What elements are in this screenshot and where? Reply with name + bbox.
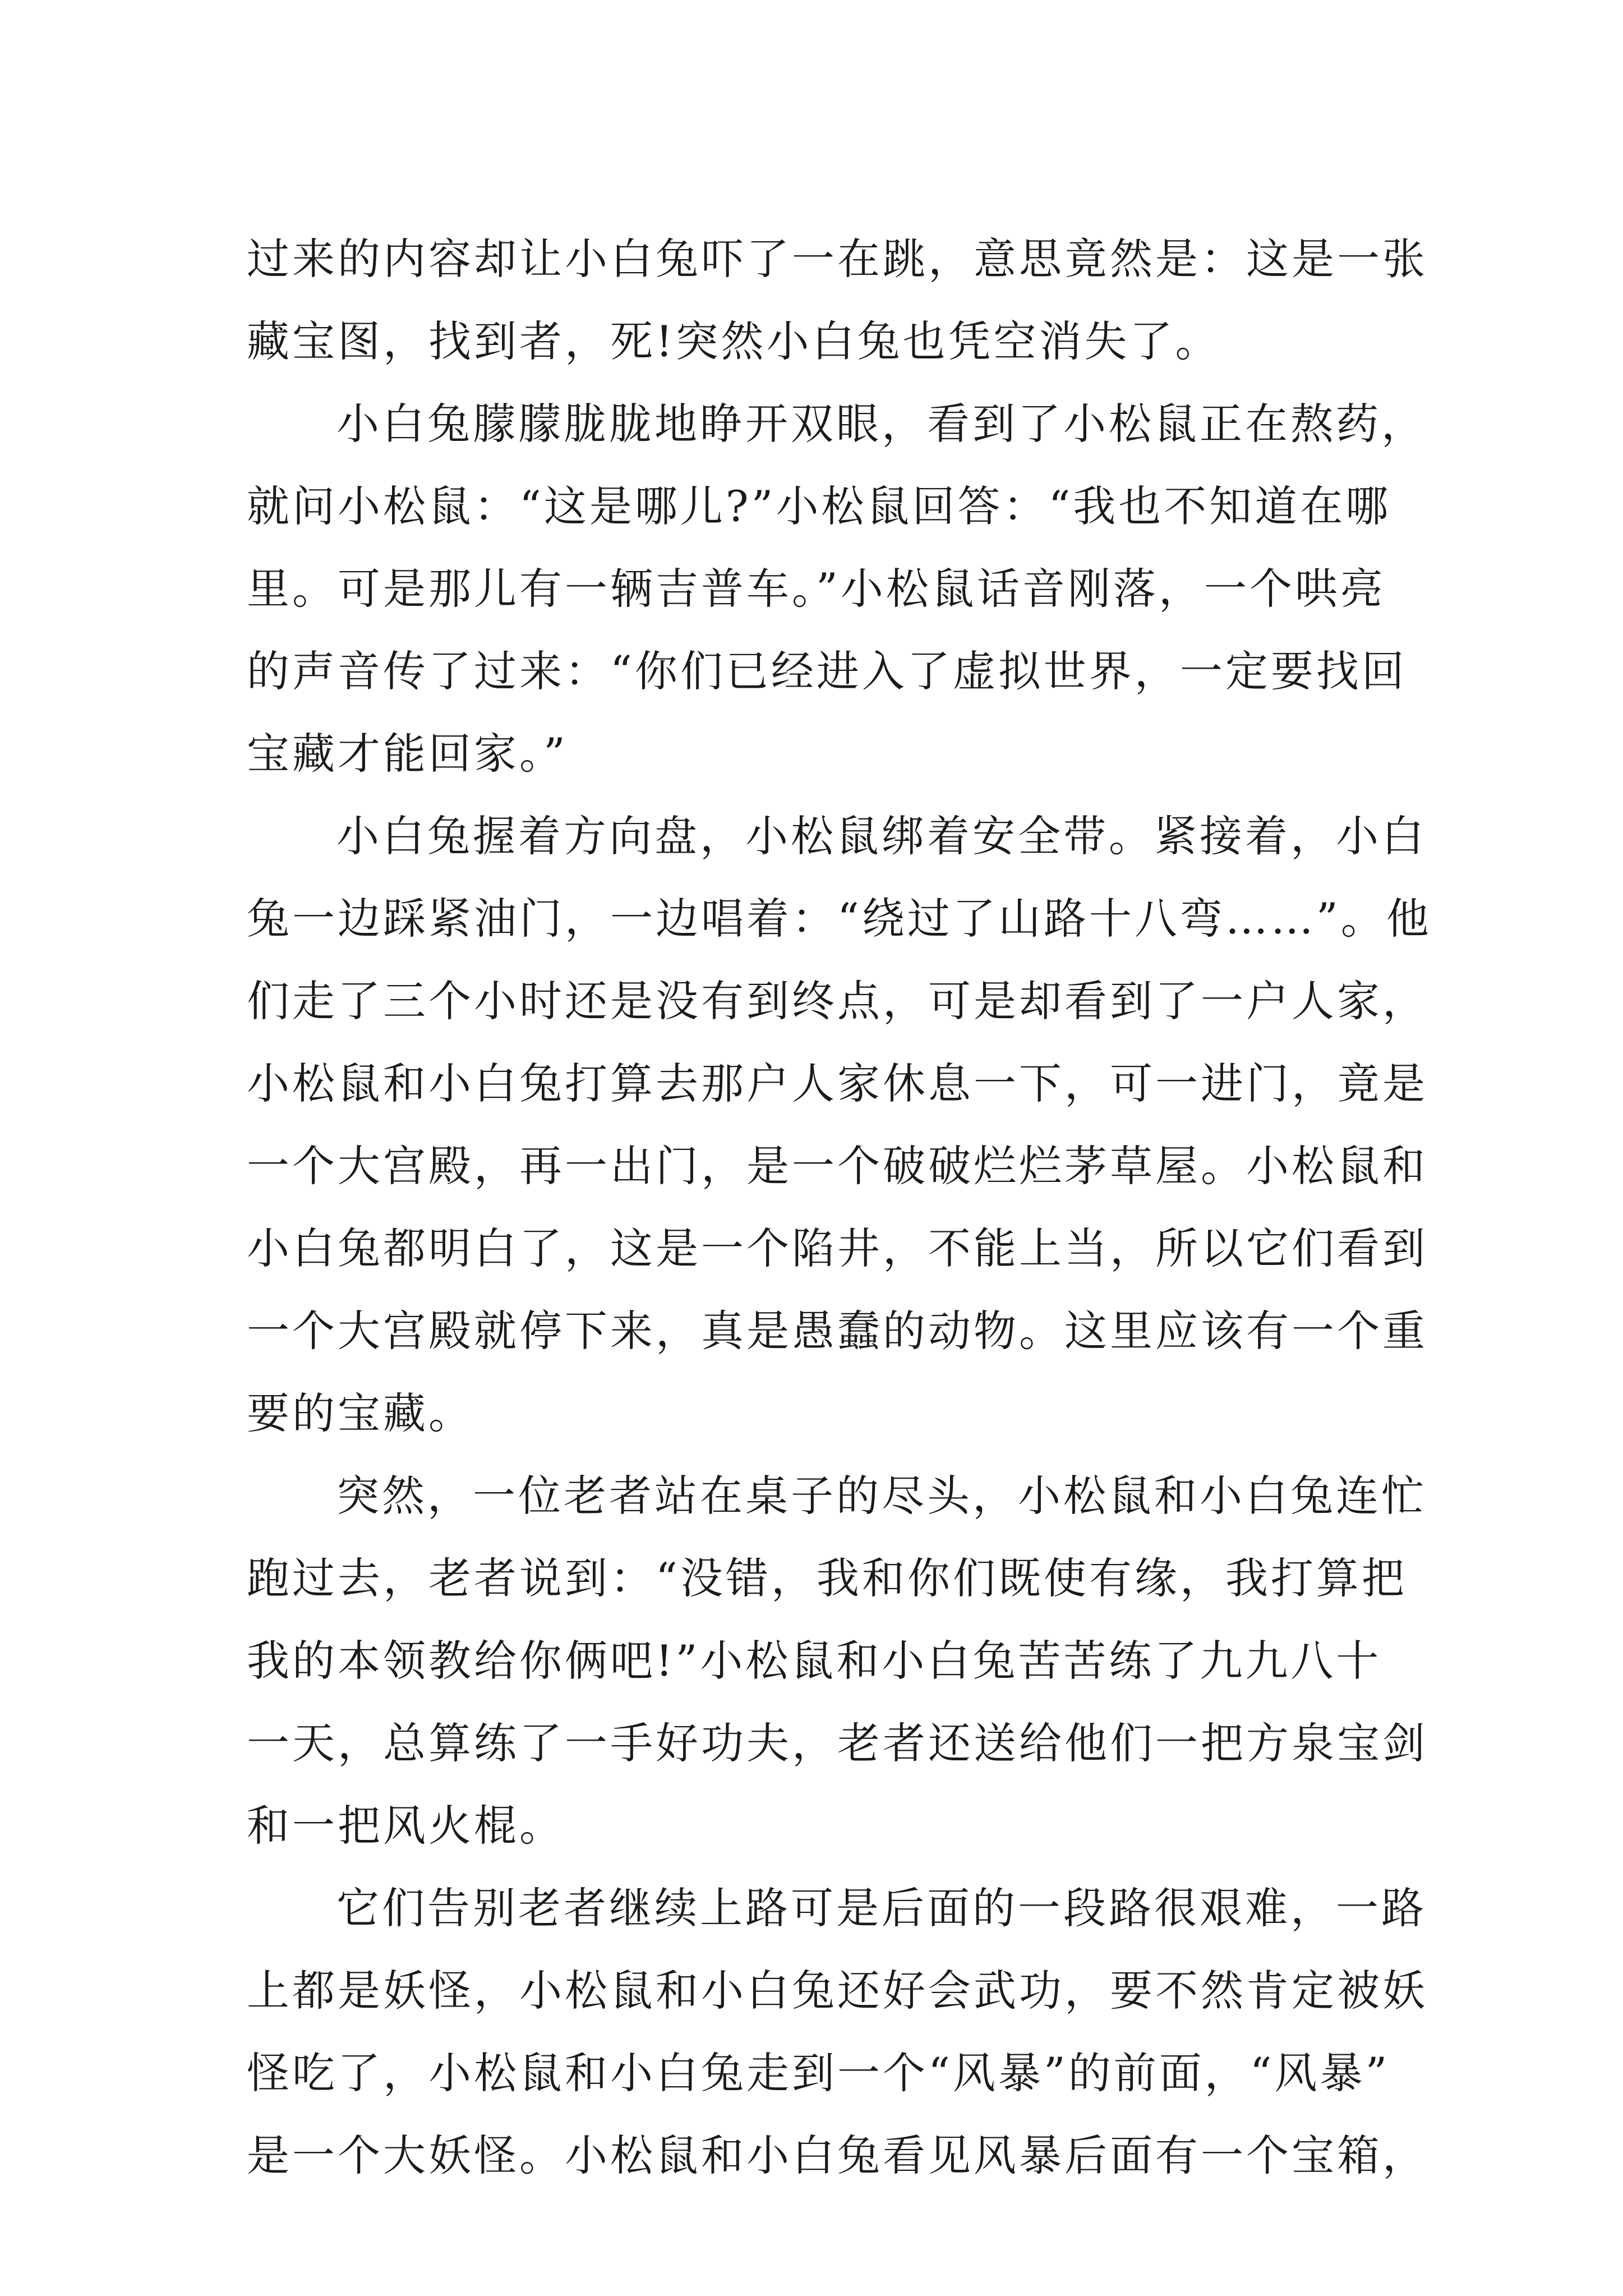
text-line: 宝藏才能回家。” [247,729,568,779]
text-line: 藏宝图，找到者，死!突然小白兔也凭空消失了。 [247,316,1221,366]
text-line: 我的本领教给你俩吧!”小松鼠和小白兔苦苦练了九九八十 [247,1636,1382,1686]
text-line: 要的宝藏。 [247,1388,474,1438]
text-line: 一个大宫殿就停下来，真是愚蠢的动物。这里应该有一个重 [247,1306,1428,1356]
text-line: 一个大宫殿，再一出门，是一个破破烂烂茅草屋。小松鼠和 [247,1141,1428,1191]
text-line: 小松鼠和小白兔打算去那户人家休息一下，可一进门，竟是 [247,1059,1428,1108]
paragraph-start-line: 小白兔朦朦胧胧地睁开双眼，看到了小松鼠正在熬药， [336,399,1427,449]
paragraph-start-line: 小白兔握着方向盘，小松鼠绑着安全带。紧接着，小白 [336,811,1427,861]
text-line: 过来的内容却让小白兔吓了一在跳，意思竟然是：这是一张 [247,234,1428,284]
text-line: 里。可是那儿有一辆吉普车。”小松鼠话音刚落，一个哄亮 [247,564,1386,614]
text-line: 小白兔都明白了，这是一个陷井，不能上当，所以它们看到 [247,1223,1428,1273]
text-line: 上都是妖怪，小松鼠和小白兔还好会武功，要不然肯定被妖 [247,1966,1428,2016]
text-line: 就问小松鼠：“这是哪儿?”小松鼠回答：“我也不知道在哪 [247,481,1391,531]
text-line: 一天，总算练了一手好功夫，老者还送给他们一把方泉宝剑 [247,1718,1428,1768]
paragraph-start-line: 它们告别老者继续上路可是后面的一段路很艰难，一路 [336,1883,1427,1933]
story-text [247,218,1432,2197]
paragraph-start-line: 突然，一位老者站在桌子的尽头，小松鼠和小白兔连忙 [336,1471,1427,1521]
text-line: 们走了三个小时还是没有到终点，可是却看到了一户人家， [247,976,1428,1026]
text-line: 和一把风火棍。 [247,1801,565,1851]
text-line: 跑过去，老者说到：“没错，我和你们既使有缘，我打算把 [247,1553,1407,1603]
text-line: 的声音传了过来：“你们已经进入了虚拟世界，一定要找回 [247,646,1407,696]
text-line: 是一个大妖怪。小松鼠和小白兔看见风暴后面有一个宝箱， [247,2131,1428,2180]
text-line: 兔一边踩紧油门，一边唱着：“绕过了山路十八弯……”。他 [247,894,1432,944]
text-line: 怪吃了，小松鼠和小白兔走到一个“风暴”的前面，“风暴” [247,2048,1390,2098]
